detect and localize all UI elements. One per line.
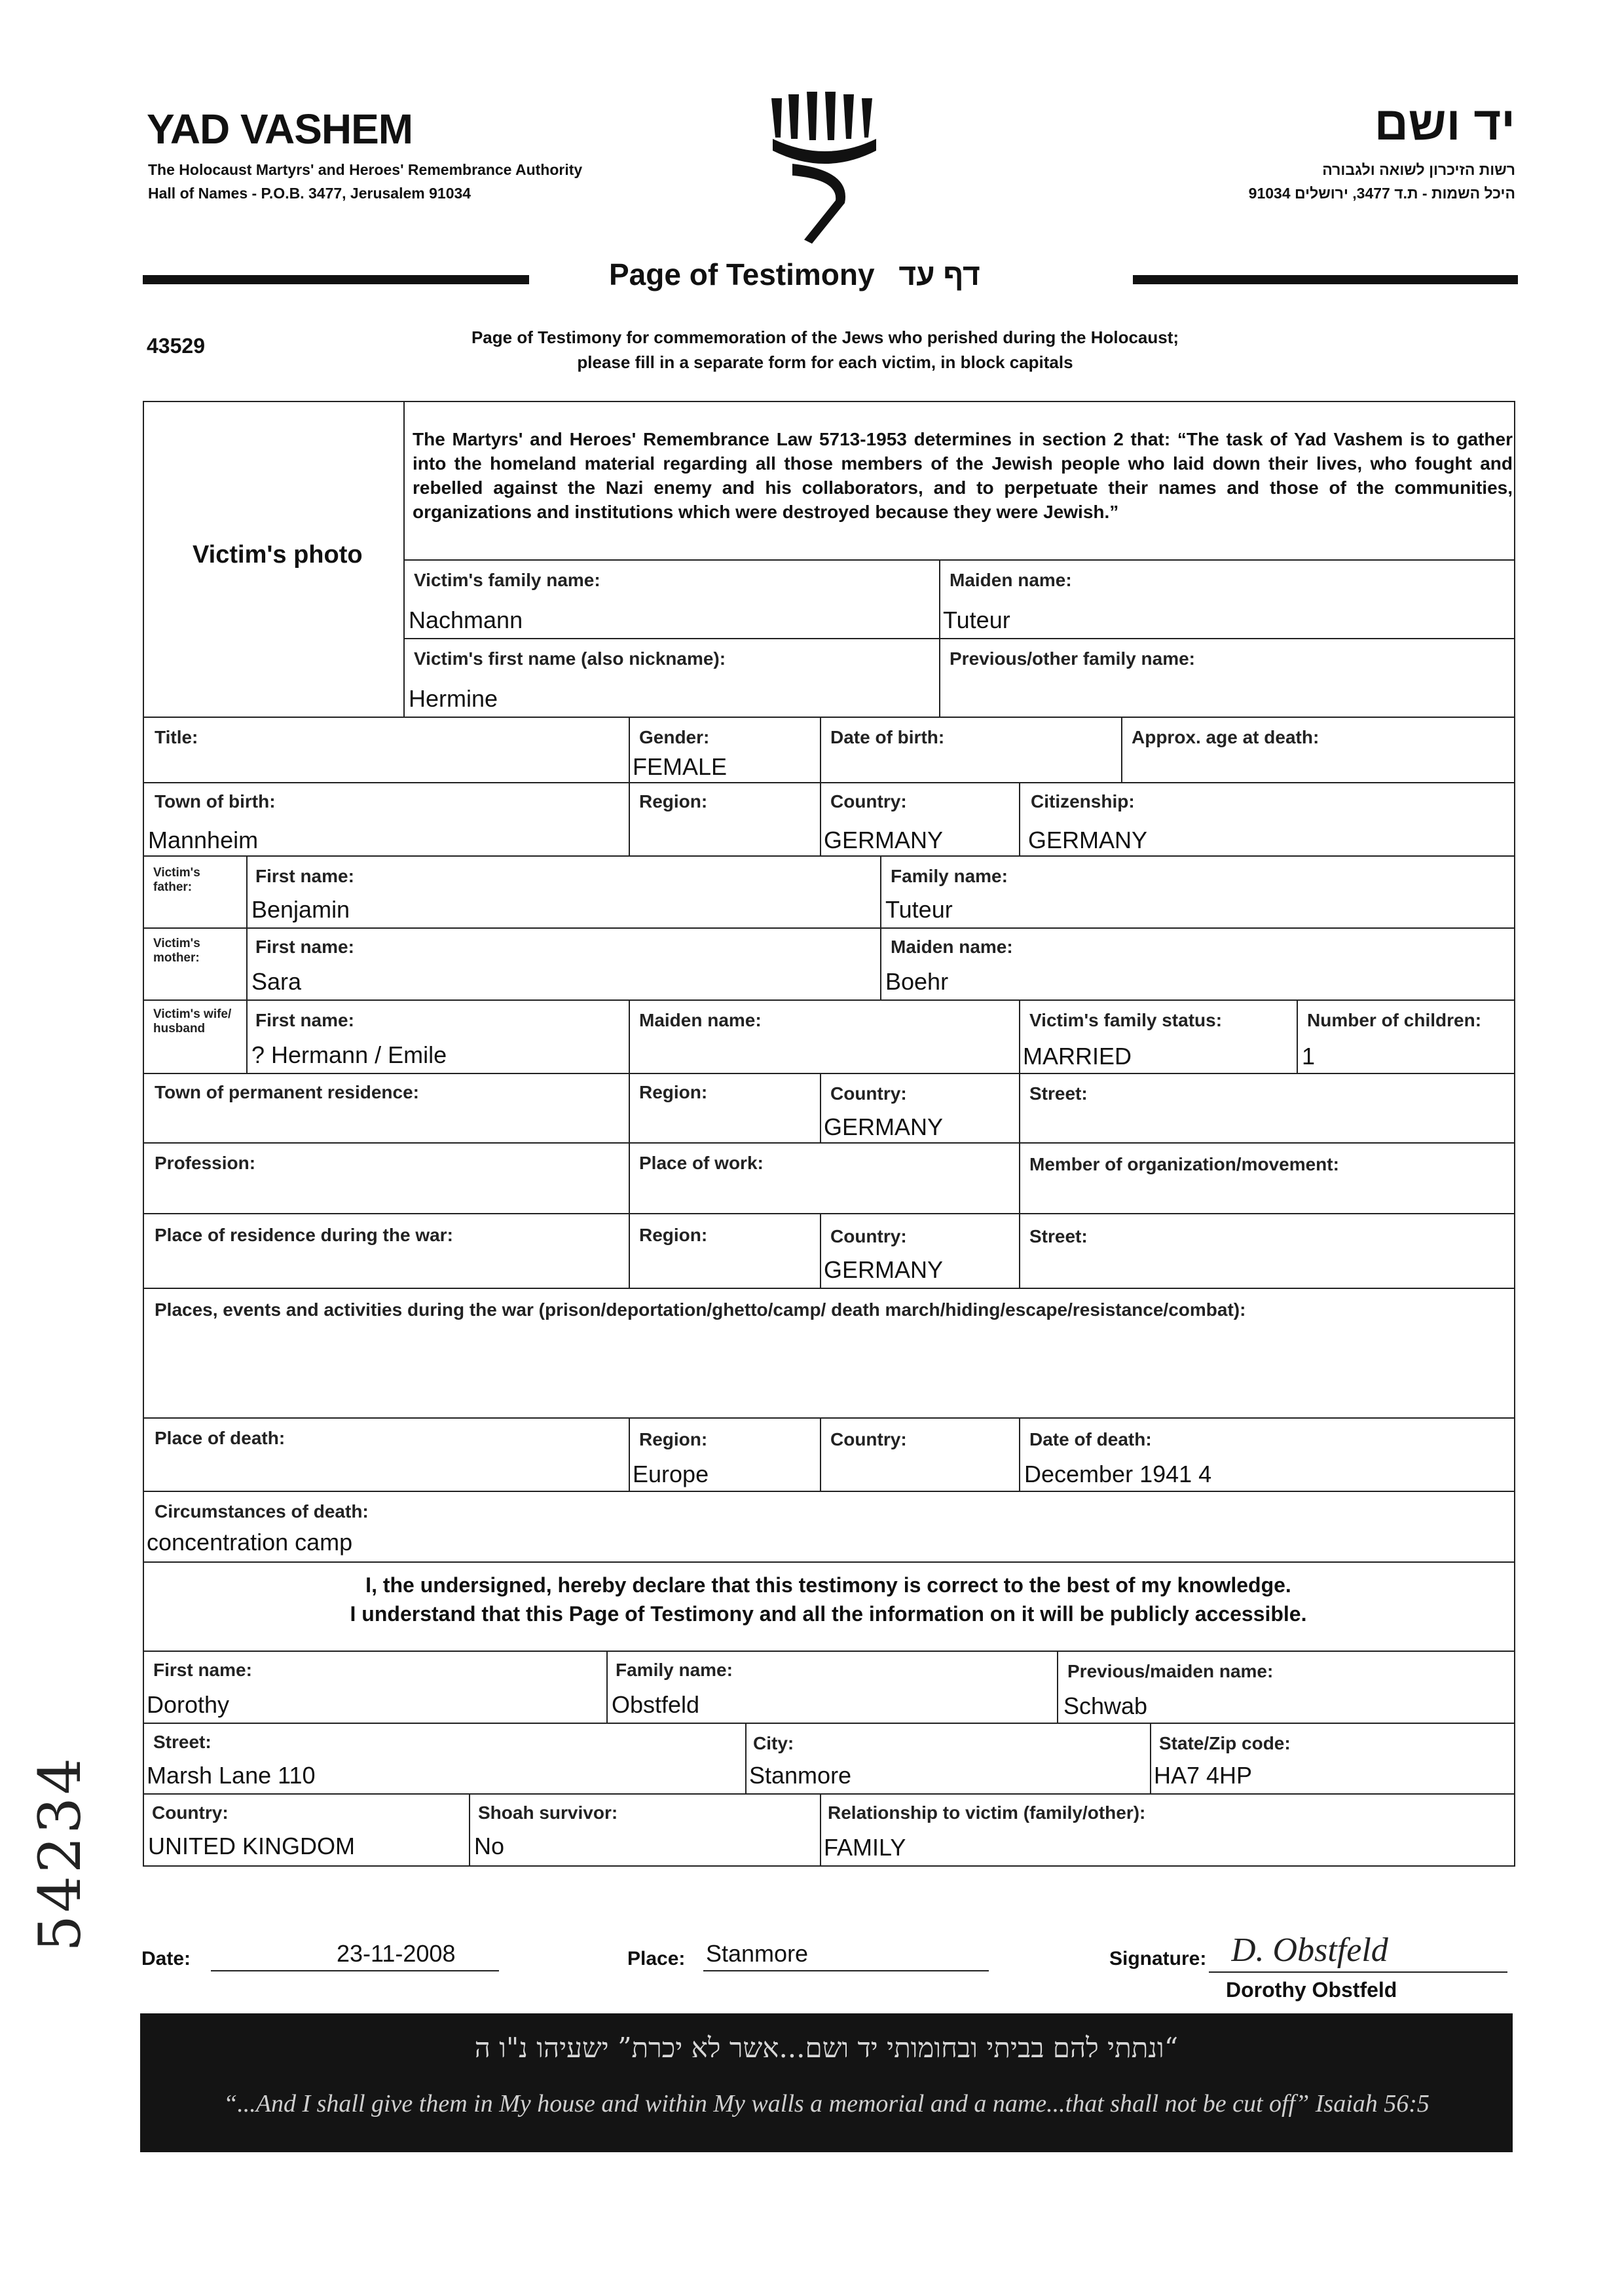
spouse-side-label: Victim's wife/ husband (153, 1007, 232, 1036)
father-family-value: Tuteur (885, 896, 953, 923)
death-region-value: Europe (633, 1461, 709, 1487)
citizenship-label: Citizenship: (1031, 791, 1135, 812)
header-rule-left (143, 275, 529, 284)
org-address-hebrew: היכל השמות - ת.ד 3477, ירושלים 91034 (1248, 185, 1515, 202)
town-birth-value: Mannheim (148, 827, 259, 853)
header-rule-right (1133, 275, 1518, 284)
declaration-text (143, 1571, 1514, 1628)
gender-value: FEMALE (633, 753, 728, 780)
children-label: Number of children: (1307, 1010, 1482, 1030)
page-title-english: Page of Testimony (609, 257, 875, 291)
family-status-value: MARRIED (1023, 1043, 1132, 1070)
submitter-first-label: First name: (153, 1660, 252, 1680)
victim-first-name-label: Victim's first name (also nickname): (414, 648, 726, 669)
death-date-value: December 1941 4 (1024, 1461, 1212, 1487)
handwritten-side-number: 54234 (26, 1755, 94, 1952)
mother-first-value: Sara (251, 968, 302, 995)
date-value: 23-11-2008 (337, 1940, 456, 1967)
children-value: 1 (1302, 1043, 1316, 1070)
spouse-maiden-label: Maiden name: (639, 1010, 762, 1030)
victim-prev-name-label: Previous/other family name: (950, 648, 1196, 669)
submitter-prev-value: Schwab (1063, 1692, 1148, 1719)
dob-label: Date of birth: (830, 727, 945, 747)
age-label: Approx. age at death: (1132, 727, 1320, 747)
title-cell[interactable] (143, 717, 630, 783)
death-country-label: Country: (830, 1429, 907, 1449)
war-events-label: Places, events and activities during the war (prison/deportation/ghetto/camp/ death march/hiding/escape/resistance/combat): (155, 1299, 1246, 1320)
victim-first-name-value: Hermine (409, 685, 498, 712)
submitter-relation-value: FAMILY (824, 1834, 906, 1861)
signature-script: D. Obstfeld (1231, 1931, 1388, 1969)
submitter-city-value: Stanmore (749, 1762, 852, 1789)
intro-line-1: Page of Testimony for commemoration of the Jews who perished during the Holocaust; (471, 327, 1179, 347)
yad-vashem-logo-icon (766, 92, 884, 249)
submitter-city-label: City: (753, 1733, 794, 1753)
profession-label: Profession: (155, 1153, 256, 1173)
signature-name: Dorothy Obstfeld (1226, 1978, 1397, 2002)
page-title (609, 257, 980, 292)
war-residence-label: Place of residence during the war: (155, 1225, 453, 1245)
place-of-work-label: Place of work: (639, 1153, 764, 1173)
intro-line-2: please fill in a separate form for each victim, in block capitals (577, 352, 1073, 372)
residence-country-label: Country: (830, 1083, 907, 1104)
mother-maiden-value: Boehr (885, 968, 949, 995)
region-birth-label: Region: (639, 791, 708, 812)
law-text: The Martyrs' and Heroes' Remembrance Law 5713-1953 determines in section 2 that: “The task of Yad Vashem is to gather into the homeland material regarding all those members of the Jewish people who laid down their lives, who fought and rebelled against the Nazi enemy and his collaborators, and to perpetuate their names and those of the communities, organizations and institutions which were destroyed because they were Jewish.” (413, 429, 1513, 522)
father-family-label: Family name: (891, 866, 1008, 886)
org-address: Hall of Names - P.O.B. 3477, Jerusalem 91034 (148, 185, 471, 202)
submitter-survivor-label: Shoah survivor: (478, 1802, 618, 1823)
family-status-label: Victim's family status: (1029, 1010, 1223, 1030)
submitter-first-value: Dorothy (147, 1691, 230, 1718)
banner-quote-english: “...And I shall give them in My house and within My walls a memorial and a name...that shall not be cut off” Isaiah 56:5 (223, 2090, 1430, 2118)
victim-family-name-value: Nachmann (409, 606, 523, 633)
submitter-survivor-value: No (474, 1833, 505, 1859)
citizenship-value: GERMANY (1028, 827, 1148, 853)
place-value: Stanmore (706, 1940, 809, 1967)
submitter-street-value: Marsh Lane 110 (147, 1762, 316, 1789)
residence-region-label: Region: (639, 1082, 708, 1102)
mother-first-label: First name: (255, 937, 354, 957)
submitter-zip-value: HA7 4HP (1154, 1762, 1253, 1789)
intro-text (367, 325, 1283, 375)
submitter-street-label: Street: (153, 1732, 212, 1752)
org-name: YAD VASHEM (147, 105, 413, 153)
signature-area (1231, 1923, 1454, 1975)
gender-label: Gender: (639, 727, 710, 747)
submitter-prev-label: Previous/maiden name: (1067, 1661, 1274, 1681)
org-subtitle: The Holocaust Martyrs' and Heroes' Remembrance Authority (148, 161, 583, 178)
place-label: Place: (627, 1948, 686, 1969)
spouse-first-value: ? Hermann / Emile (251, 1041, 447, 1068)
residence-town-label: Town of permanent residence: (155, 1082, 419, 1102)
father-first-label: First name: (255, 866, 354, 886)
mother-maiden-label: Maiden name: (891, 937, 1013, 957)
submitter-country-label: Country: (152, 1802, 229, 1823)
declaration-line-1: I, the undersigned, hereby declare that this testimony is correct to the best of my knowledge. (365, 1573, 1291, 1597)
signature-scribble-icon (1231, 1923, 1454, 1975)
country-birth-label: Country: (830, 791, 907, 812)
declaration-line-2: I understand that this Page of Testimony and all the information on it will be publicly accessible. (350, 1602, 1307, 1626)
submitter-zip-label: State/Zip code: (1159, 1733, 1291, 1753)
death-region-label: Region: (639, 1429, 708, 1449)
death-circumstances-label: Circumstances of death: (155, 1501, 369, 1521)
country-birth-value: GERMANY (824, 827, 944, 853)
submitter-relation-label: Relationship to victim (family/other): (828, 1802, 1146, 1823)
town-birth-label: Town of birth: (155, 791, 276, 812)
signature-label: Signature: (1109, 1948, 1207, 1969)
father-side-label: Victim's father: (153, 866, 200, 894)
date-underline (211, 1970, 499, 1971)
death-date-label: Date of death: (1029, 1429, 1152, 1449)
page-title-hebrew: דף עד (898, 257, 980, 291)
residence-street-cell[interactable] (1019, 1073, 1515, 1144)
document-number: 43529 (147, 334, 205, 358)
victim-maiden-name-value: Tuteur (943, 606, 1010, 633)
war-country-value: GERMANY (824, 1256, 944, 1283)
member-org-cell[interactable] (1019, 1142, 1515, 1214)
photo-label: Victim's photo (193, 541, 363, 569)
victim-maiden-name-label: Maiden name: (950, 570, 1072, 590)
residence-country-value: GERMANY (824, 1113, 944, 1140)
residence-street-label: Street: (1029, 1083, 1088, 1104)
war-country-label: Country: (830, 1226, 907, 1246)
banner-quote-hebrew: “ונתתי להם בביתי ובחומותי יד ושם...אשר לא יכרת” ישעיהו נ"ו ה (474, 2032, 1179, 2064)
title-label: Title: (155, 727, 198, 747)
death-circumstances-value: concentration camp (147, 1529, 353, 1556)
submitter-country-value: UNITED KINGDOM (148, 1833, 356, 1859)
member-org-label: Member of organization/movement: (1029, 1154, 1339, 1174)
date-label: Date: (141, 1948, 191, 1969)
mother-side-label: Victim's mother: (153, 937, 200, 965)
spouse-first-label: First name: (255, 1010, 354, 1030)
org-subtitle-hebrew: רשות הזיכרון לשואה ולגבורה (1322, 161, 1515, 178)
death-place-label: Place of death: (155, 1428, 286, 1448)
quote-banner (140, 2013, 1513, 2152)
father-first-value: Benjamin (251, 896, 350, 923)
place-underline (703, 1970, 989, 1971)
org-name-hebrew: יד ושם (1374, 98, 1515, 150)
submitter-family-label: Family name: (616, 1660, 733, 1680)
war-street-label: Street: (1029, 1226, 1088, 1246)
signature-underline (1209, 1971, 1507, 1973)
war-street-cell[interactable] (1019, 1213, 1515, 1289)
submitter-family-value: Obstfeld (612, 1691, 700, 1718)
victim-family-name-label: Victim's family name: (414, 570, 600, 590)
war-region-label: Region: (639, 1225, 708, 1245)
